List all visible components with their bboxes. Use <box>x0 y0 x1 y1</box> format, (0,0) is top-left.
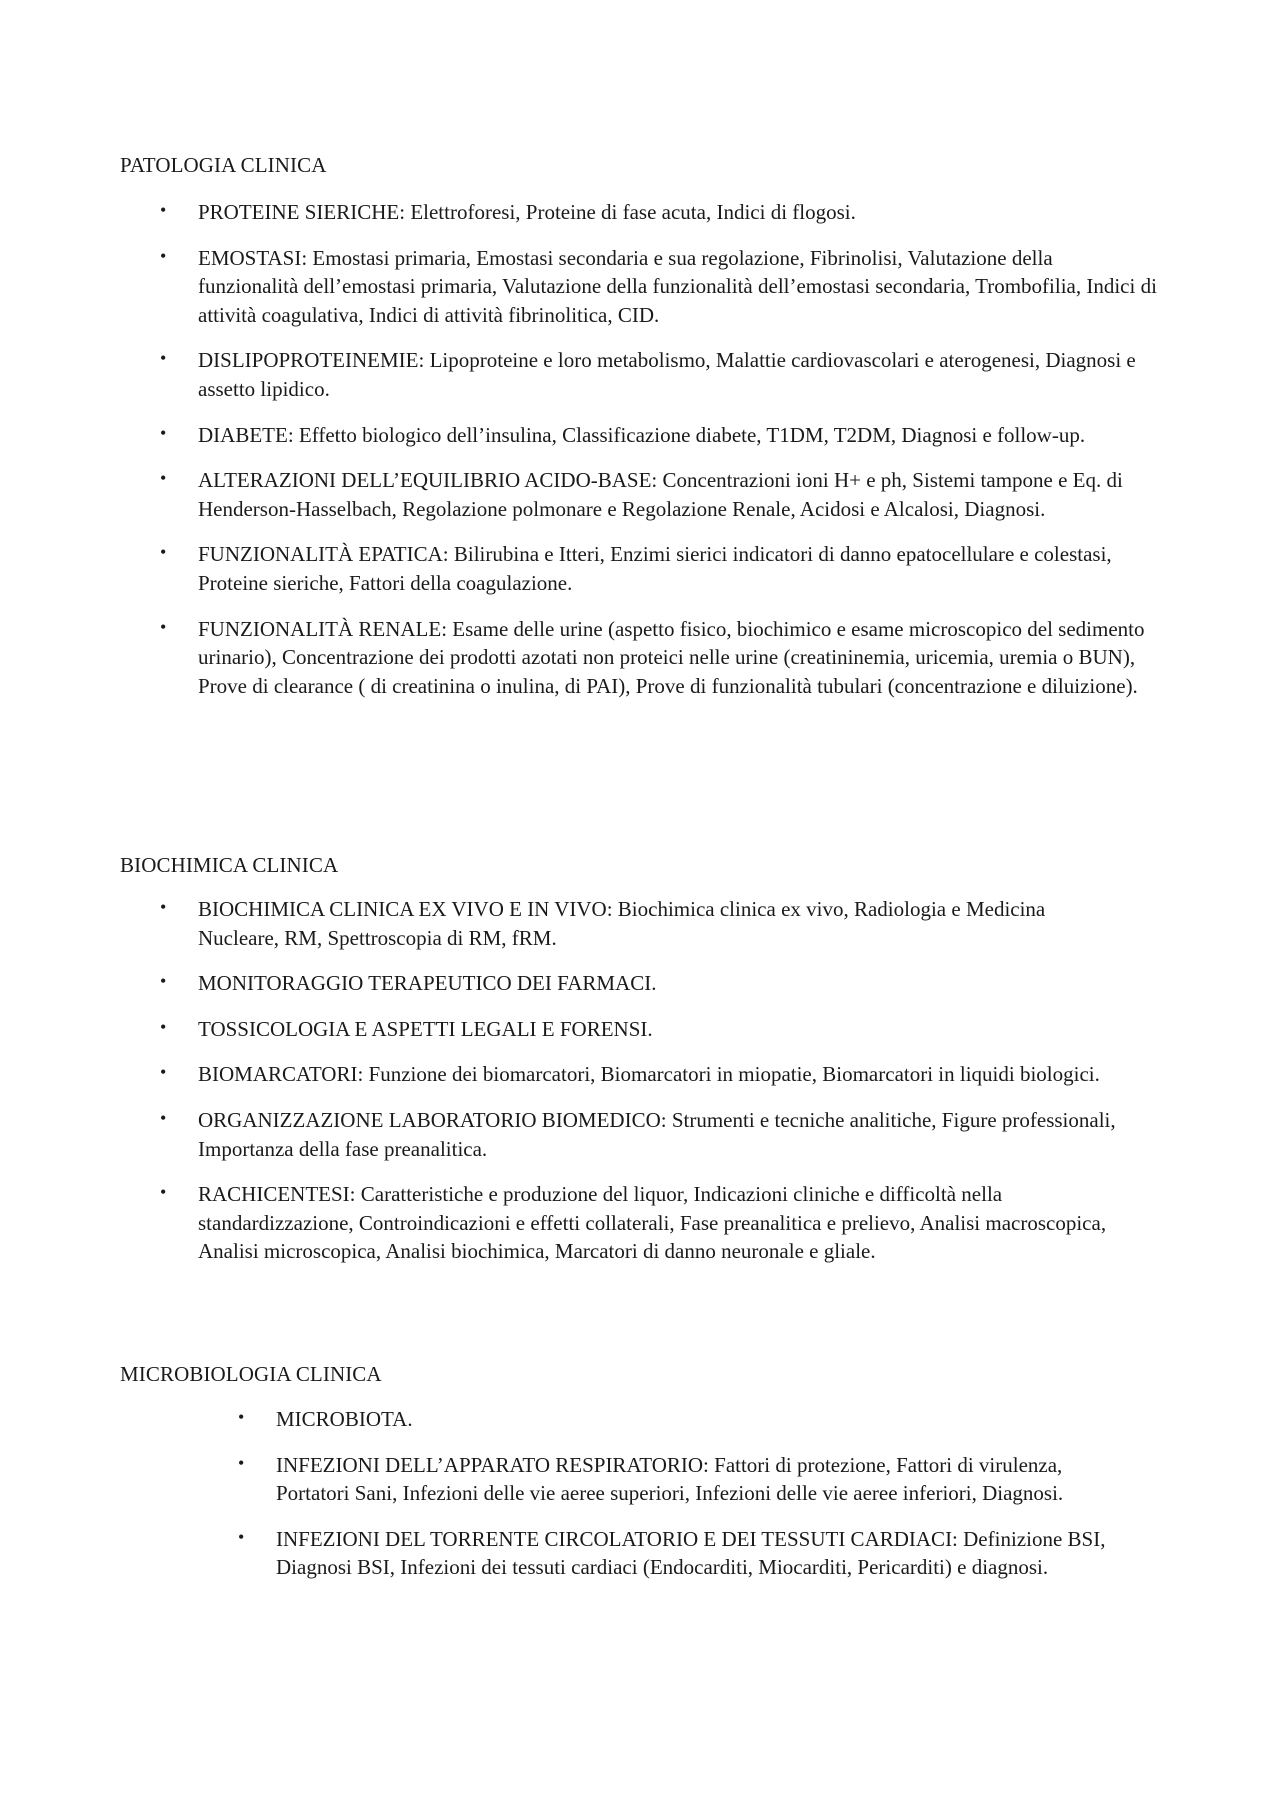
list-item-text: INFEZIONI DELL’APPARATO RESPIRATORIO: Fattori di protezione, Fattori di virulenza, Portatori Sani, Infezioni delle vie aeree superiori, Infezioni delle vie aeree inferiori, Diagnosi. <box>276 1452 1064 1506</box>
list-item-text: MONITORAGGIO TERAPEUTICO DEI FARMACI. <box>198 971 657 996</box>
list-item-text: EMOSTASI: Emostasi primaria, Emostasi secondaria e sua regolazione, Fibrinolisi, Valutazione della funzionalità dell’emostasi primaria, Valutazione della funzionalità dell’emostasi secondaria, Trombofilia, Indici di attività coagulativa, Indici di attività fibrinolitica, CID. <box>198 245 1157 327</box>
list-item <box>160 1180 1118 1266</box>
topic-list-microbiologia-clinica <box>238 1405 1136 1599</box>
bullet-icon: • <box>160 468 167 489</box>
bullet-icon: • <box>160 200 167 220</box>
bullet-icon: • <box>238 1526 245 1547</box>
list-item-text: ALTERAZIONI DELL’EQUILIBRIO ACIDO-BASE: Concentrazioni ioni H+ e ph, Sistemi tampone e Eq. di Henderson-Hasselbach, Regolazione polmonare e Regolazione Renale, Acidosi e Alcalosi, Diagnosi. <box>198 468 1123 521</box>
list-item-text: INFEZIONI DEL TORRENTE CIRCOLATORIO E DEI TESSUTI CARDIACI: Definizione BSI, Diagnosi BSI, Infezioni dei tessuti cardiaci (Endocarditi, Miocarditi, Pericarditi) e diagnosi. <box>276 1526 1106 1580</box>
list-item-text: MICROBIOTA. <box>276 1407 413 1431</box>
list-item-text: ORGANIZZAZIONE LABORATORIO BIOMEDICO: Strumenti e tecniche analitiche, Figure professionali, Importanza della fase preanalitica. <box>198 1107 1116 1161</box>
bullet-icon: • <box>238 1452 245 1473</box>
topic-list-patologia-clinica <box>160 198 1158 717</box>
bullet-icon: • <box>160 422 167 443</box>
bullet-icon: • <box>160 971 167 992</box>
list-item <box>160 198 1158 227</box>
list-item-text: BIOMARCATORI: Funzione dei biomarcatori, Biomarcatori in miopatie, Biomarcatori in liquidi biologici. <box>198 1062 1100 1087</box>
bullet-icon: • <box>160 1182 167 1203</box>
list-item-text: RACHICENTESI: Caratteristiche e produzione del liquor, Indicazioni cliniche e difficoltà nella standardizzazione, Controindicazioni e effetti collaterali, Fase preanalitica e prelievo, Analisi macroscopica, Analisi microscopica, Analisi biochimica, Marcatori di danno neuronale e gliale. <box>198 1182 1107 1264</box>
list-item <box>160 244 1158 330</box>
list-item-text: TOSSICOLOGIA E ASPETTI LEGALI E FORENSI. <box>198 1016 653 1041</box>
list-item <box>160 421 1158 450</box>
list-item-text: DISLIPOPROTEINEMIE: Lipoproteine e loro metabolismo, Malattie cardiovascolari e aterogenesi, Diagnosi e assetto lipidico. <box>198 348 1136 401</box>
section-title-biochimica-clinica: BIOCHIMICA CLINICA <box>120 853 339 877</box>
section-title-patologia-clinica: PATOLOGIA CLINICA <box>120 153 327 177</box>
list-item <box>160 346 1158 403</box>
section-title-microbiologia-clinica: MICROBIOLOGIA CLINICA <box>120 1362 382 1386</box>
bullet-icon: • <box>160 1062 167 1083</box>
bullet-icon: • <box>160 616 167 637</box>
bullet-icon: • <box>160 897 167 917</box>
list-item <box>160 615 1158 701</box>
list-item <box>160 540 1158 597</box>
list-item <box>238 1451 1136 1508</box>
bullet-icon: • <box>160 542 167 563</box>
list-item-text: PROTEINE SIERICHE: Elettroforesi, Proteine di fase acuta, Indici di flogosi. <box>198 200 856 224</box>
bullet-icon: • <box>238 1407 245 1427</box>
list-item <box>238 1525 1136 1582</box>
list-item <box>160 1015 1118 1044</box>
bullet-icon: • <box>160 348 167 369</box>
list-item <box>160 466 1158 523</box>
list-item-text: FUNZIONALITÀ EPATICA: Bilirubina e Itteri, Enzimi sierici indicatori di danno epatocellulare e colestasi, Proteine sieriche, Fattori della coagulazione. <box>198 542 1112 595</box>
list-item <box>160 895 1118 952</box>
list-item <box>160 1106 1118 1163</box>
list-item-text: DIABETE: Effetto biologico dell’insulina, Classificazione diabete, T1DM, T2DM, Diagnosi e follow-up. <box>198 422 1086 447</box>
list-item <box>160 1060 1118 1089</box>
list-item-text: FUNZIONALITÀ RENALE: Esame delle urine (aspetto fisico, biochimico e esame microscopico del sedimento urinario), Concentrazione dei prodotti azotati non proteici nelle urine (creatininemia, uricemia, uremia o BUN), Prove di clearance ( di creatinina o inulina, di PAI), Prove di funzionalità tubulari (concentrazione e diluizione). <box>198 616 1145 698</box>
bullet-icon: • <box>160 245 167 266</box>
bullet-icon: • <box>160 1016 167 1037</box>
list-item <box>238 1405 1136 1434</box>
topic-list-biochimica-clinica <box>160 895 1118 1283</box>
bullet-icon: • <box>160 1107 167 1128</box>
list-item-text: BIOCHIMICA CLINICA EX VIVO E IN VIVO: Biochimica clinica ex vivo, Radiologia e Medicina Nucleare, RM, Spettroscopia di RM, fRM. <box>198 897 1046 950</box>
list-item <box>160 969 1118 998</box>
